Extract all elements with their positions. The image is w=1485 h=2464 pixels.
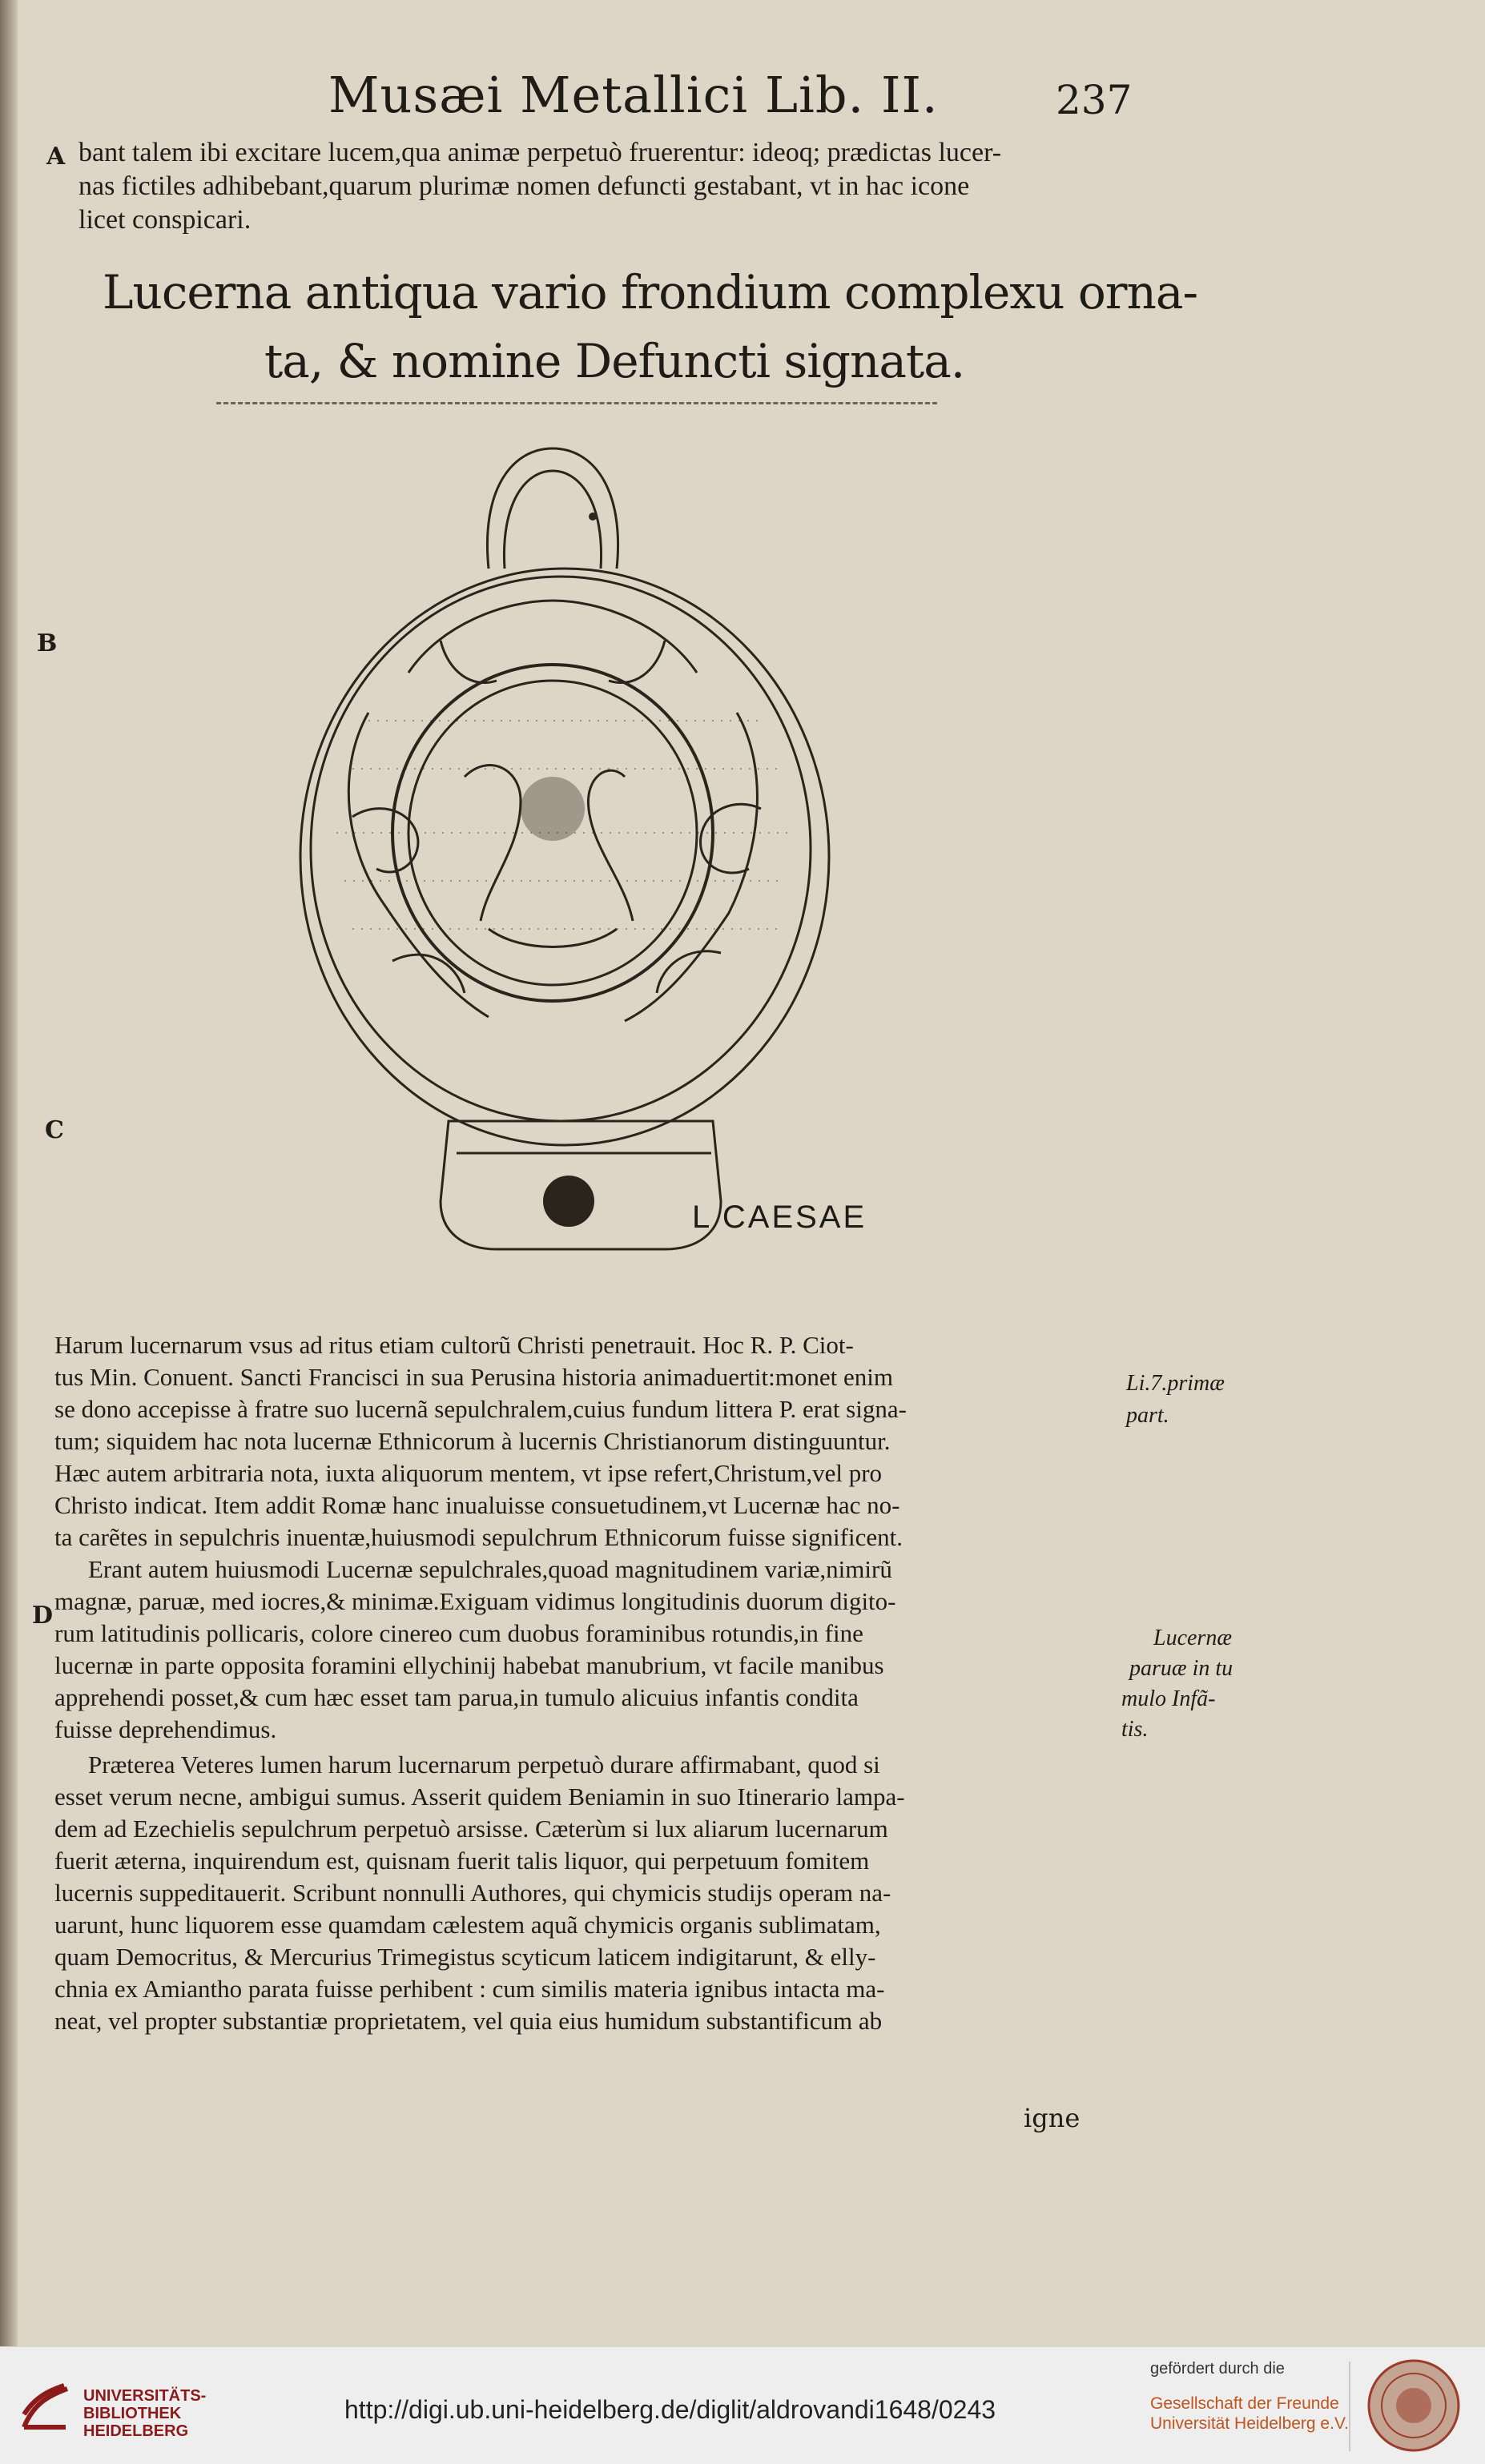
library-logo-icon: [18, 2379, 74, 2435]
page-number: 237: [1056, 77, 1133, 123]
side-note-2-line-1: Lucernæ: [1153, 1626, 1232, 1650]
body-line: neat, vel propter substantiæ proprietatem, vel quia eius humidum substantificum ab: [54, 2007, 883, 2035]
body-line: Erant autem huiusmodi Lucernæ sepulchrales,quoad magnitudinem variæ,nimirũ: [88, 1555, 892, 1583]
margin-letter-a: A: [46, 143, 66, 171]
library-name-line-3: HEIDELBERG: [83, 2422, 189, 2440]
opening-line-2: nas fictiles adhibebant,quarum plurimæ nomen defuncti gestabant, vt in hac icone: [78, 171, 970, 201]
library-name: [83, 2387, 206, 2440]
catchword: igne: [1024, 2103, 1081, 2133]
body-line: fuisse deprehendimus.: [54, 1715, 277, 1743]
society-name: [1150, 2394, 1349, 2434]
margin-letter-b: B: [37, 629, 58, 657]
body-line: Harum lucernarum vsus ad ritus etiam cultorũ Christi penetrauit. Hoc R. P. Ciot-: [54, 1331, 854, 1359]
body-line: ta carẽtes in sepulchris inuentæ,huiusmodi sepulchrum Ethnicorum fuisse significent.: [54, 1523, 903, 1551]
body-line: tus Min. Conuent. Sancti Francisci in sua Perusina historia animaduertit:monet enim: [54, 1363, 893, 1391]
margin-letter-c: C: [45, 1116, 64, 1144]
side-note-1-line-1: Li.7.primæ: [1126, 1371, 1225, 1396]
lamp-inscription: L CAESAE: [692, 1200, 867, 1235]
body-line: Hæc autem arbitraria nota, iuxta aliquorum mentem, vt ipse refert,Christum,vel pro: [54, 1459, 883, 1487]
footer-divider: [1349, 2362, 1350, 2451]
body-line: rum latitudinis pollicaris, colore cinereo cum duobus foraminibus rotundis,in fine: [54, 1619, 863, 1647]
body-line: fuerit æterna, inquirendum est, quisnam fuerit talis liquor, qui perpetuum fomitem: [54, 1847, 870, 1875]
opening-line-1: bant talem ibi excitare lucem,qua animæ perpetuò fruerentur: ideoq; prædictas lucer-: [78, 138, 1002, 167]
body-line: Christo indicat. Item addit Romæ hanc inualuisse consuetudinem,vt Lucernæ hac no-: [54, 1491, 900, 1519]
side-note-2-line-3: mulo Infã-: [1121, 1686, 1216, 1711]
running-title: Musæi Metallici Lib. II.: [328, 66, 939, 124]
figure-heading-line-1: Lucerna antiqua vario frondium complexu orna-: [103, 265, 1198, 320]
body-line: apprehendi posset,& cum hæc esset tam parua,in tumulo alicuius infantis condita: [54, 1683, 859, 1711]
library-name-line-2: BIBLIOTHEK: [83, 2405, 182, 2422]
viewer-footer: [0, 2346, 1485, 2464]
body-line: magnæ, paruæ, med iocres,& minimæ.Exiguam vidimus longitudinis duorum digito-: [54, 1587, 896, 1615]
body-line: uarunt, hunc liquorem esse quamdam cælestem aquã chymicis organis sublimatam,: [54, 1911, 881, 1939]
permalink-url[interactable]: http://digi.ub.uni-heidelberg.de/diglit/aldrovandi1648/0243: [344, 2395, 996, 2424]
funded-by-label: gefördert durch die: [1150, 2360, 1285, 2378]
body-line: quam Democritus, & Mercurius Trimegistus scyticum laticem indigitarunt, & elly-: [54, 1943, 876, 1971]
body-line: chnia ex Amiantho parata fuisse perhibent : cum similis materia ignibus intacta ma-: [54, 1975, 885, 2003]
opening-line-3: licet conspicari.: [78, 205, 252, 235]
side-note-1-line-2: part.: [1126, 1403, 1169, 1428]
university-seal-icon: [1366, 2358, 1461, 2453]
body-line: esset verum necne, ambigui sumus. Asserit quidem Beniamin in suo Itinerario lampa-: [54, 1783, 905, 1811]
body-line: dem ad Ezechielis sepulchrum perpetuò arsisse. Cæterùm si lux aliarum lucernarum: [54, 1815, 888, 1843]
society-name-line-2: Universität Heidelberg e.V.: [1150, 2414, 1349, 2433]
body-line: se dono accepisse à fratre suo lucernã sepulchralem,cuius fundum littera P. erat signa-: [54, 1395, 907, 1423]
margin-letter-d: D: [32, 1602, 54, 1630]
side-note-2-line-4: tis.: [1121, 1717, 1149, 1742]
body-line: lucernæ in parte opposita foramini ellychinij habebat manubrium, vt facile manibus: [54, 1651, 884, 1679]
society-name-line-1: Gesellschaft der Freunde: [1150, 2394, 1339, 2413]
heading-rule: [216, 402, 937, 406]
body-line: Præterea Veteres lumen harum lucernarum perpetuò durare affirmabant, quod si: [88, 1751, 880, 1779]
lamp-illustration: [248, 432, 1049, 1265]
figure-heading-line-2: ta, & nomine Defuncti signata.: [264, 334, 965, 388]
body-line: lucernis suppeditauerit. Scribunt nonnulli Authores, qui chymicis studijs operam na-: [54, 1879, 891, 1907]
library-name-line-1: UNIVERSITÄTS-: [83, 2387, 207, 2405]
body-line: tum; siquidem hac nota lucernæ Ethnicorum à lucernis Christianorum distinguuntur.: [54, 1427, 891, 1455]
page-binding-edge: [0, 0, 18, 2346]
side-note-2-line-2: paruæ in tu: [1129, 1656, 1233, 1681]
